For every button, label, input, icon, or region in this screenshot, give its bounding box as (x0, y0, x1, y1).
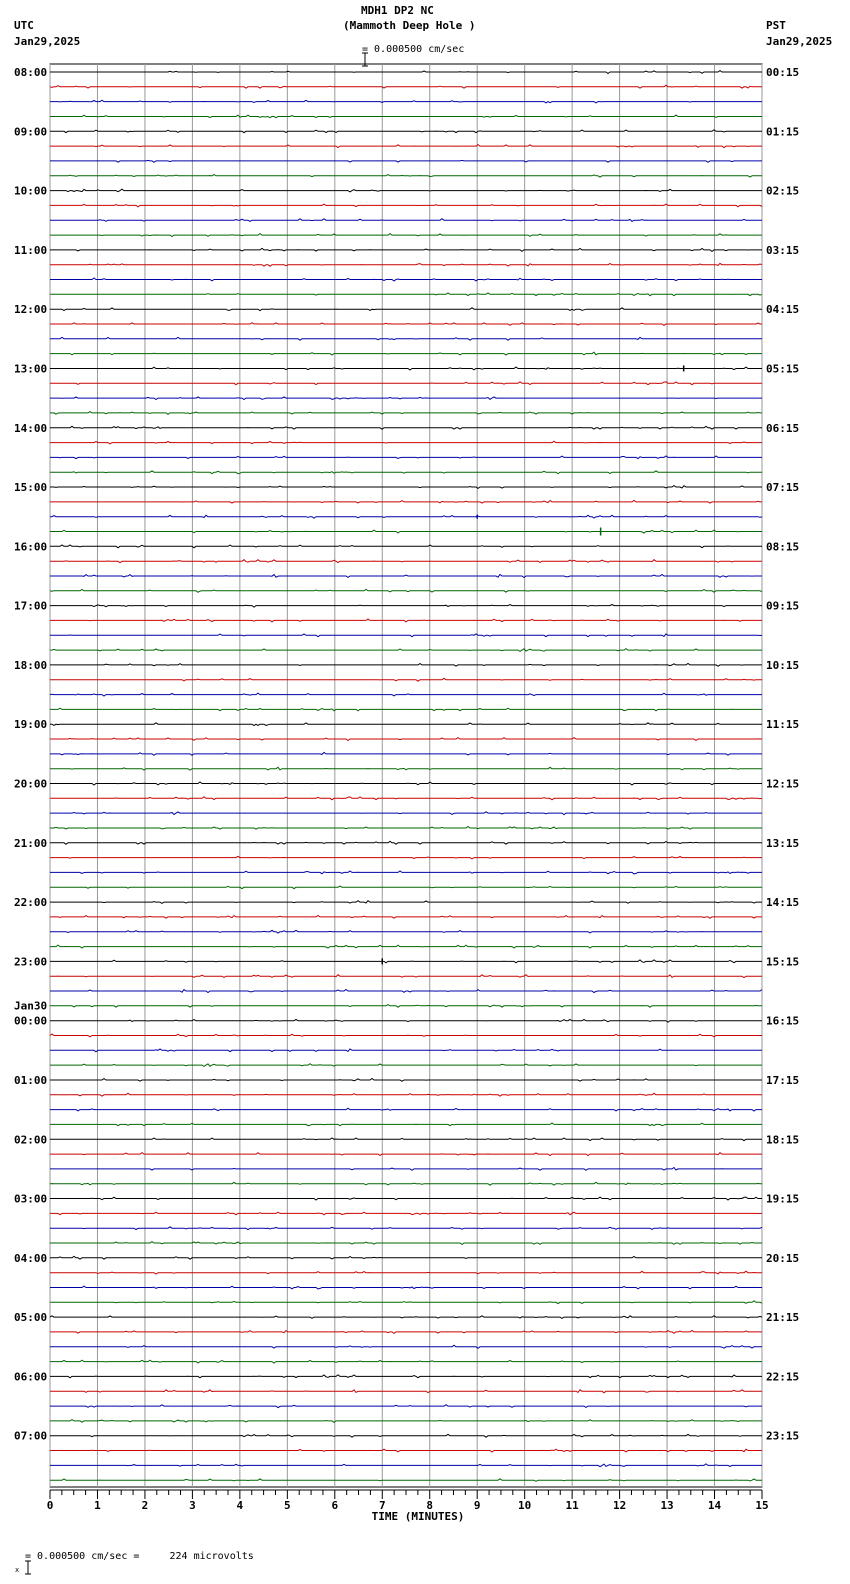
trace-1 (50, 85, 762, 88)
trace-80 (50, 1256, 762, 1259)
trace-39 (50, 649, 762, 652)
trace-37 (50, 619, 762, 622)
trace-78 (50, 1227, 762, 1230)
trace-74 (50, 1168, 762, 1171)
utc-hour-label: 00:00 (14, 1014, 48, 1028)
scale-label: = 0.000500 cm/sec (362, 44, 465, 55)
trace-33 (50, 560, 762, 563)
trace-13 (50, 263, 762, 266)
trace-73 (50, 1153, 762, 1156)
trace-45 (50, 738, 762, 741)
x-tick-label: 6 (331, 1499, 339, 1512)
utc-hour-label: 15:00 (14, 481, 48, 495)
utc-hour-label: 06:00 (14, 1370, 48, 1384)
trace-25 (50, 441, 762, 444)
trace-81 (50, 1271, 762, 1274)
utc-hour-label: 04:00 (14, 1251, 48, 1265)
utc-hour-label: 03:00 (14, 1192, 48, 1206)
trace-71 (50, 1123, 762, 1126)
trace-90 (50, 1405, 762, 1408)
trace-76 (50, 1197, 762, 1200)
trace-49 (50, 797, 762, 800)
pst-hour-label: 08:15 (766, 540, 800, 554)
utc-hour-label: 07:00 (14, 1429, 48, 1443)
trace-15 (50, 293, 762, 296)
x-tick-label: 1 (94, 1499, 101, 1512)
date-change-label: Jan30 (14, 999, 48, 1013)
trace-12 (50, 248, 762, 251)
x-axis-label: TIME (MINUTES) (371, 1510, 465, 1523)
trace-61 (50, 975, 762, 978)
pst-hour-label: 13:15 (766, 836, 800, 850)
trace-87 (50, 1360, 762, 1363)
trace-40 (50, 664, 762, 667)
pst-hour-label: 05:15 (766, 362, 800, 376)
left-timezone: UTC (14, 19, 34, 32)
trace-63 (50, 1005, 762, 1008)
trace-30 (50, 515, 762, 518)
trace-52 (50, 841, 762, 844)
pst-hour-label: 12:15 (766, 777, 800, 791)
trace-11 (50, 234, 762, 237)
utc-hour-label: 20:00 (14, 777, 48, 791)
trace-82 (50, 1286, 762, 1289)
utc-hour-label: 13:00 (14, 362, 48, 376)
trace-32 (50, 545, 762, 548)
x-tick-label: 13 (660, 1499, 674, 1512)
trace-85 (50, 1331, 762, 1334)
x-tick-label: 5 (284, 1499, 291, 1512)
trace-46 (50, 752, 762, 755)
trace-55 (50, 886, 762, 889)
pst-hour-label: 02:15 (766, 184, 800, 198)
utc-hour-label: 23:00 (14, 955, 48, 969)
trace-56 (50, 901, 762, 904)
pst-hour-label: 22:15 (766, 1370, 800, 1384)
trace-95 (50, 1479, 762, 1482)
trace-29 (50, 500, 762, 503)
trace-50 (50, 812, 762, 815)
trace-8 (50, 189, 762, 192)
trace-17 (50, 323, 762, 326)
x-tick-label: 9 (473, 1499, 481, 1512)
trace-23 (50, 412, 762, 415)
trace-36 (50, 605, 762, 608)
pst-hour-label: 10:15 (766, 658, 800, 672)
x-tick-label: 14 (707, 1499, 722, 1512)
trace-62 (50, 990, 762, 993)
utc-hour-label: 08:00 (14, 66, 48, 79)
trace-79 (50, 1242, 762, 1245)
trace-66 (50, 1049, 762, 1052)
trace-72 (50, 1138, 762, 1141)
trace-68 (50, 1079, 762, 1082)
trace-88 (50, 1375, 762, 1378)
trace-19 (50, 352, 762, 355)
x-tick-label: 15 (755, 1499, 769, 1512)
x-tick-label: 12 (612, 1499, 627, 1512)
pst-hour-label: 09:15 (766, 599, 800, 613)
trace-9 (50, 204, 762, 207)
trace-83 (50, 1301, 762, 1304)
x-tick-label: 7 (378, 1499, 386, 1512)
pst-hour-label: 11:15 (766, 718, 800, 732)
trace-38 (50, 634, 762, 637)
trace-34 (50, 575, 762, 578)
trace-24 (50, 426, 762, 429)
trace-14 (50, 278, 762, 281)
utc-hour-label: 11:00 (14, 243, 48, 257)
trace-5 (50, 145, 762, 148)
trace-47 (50, 767, 762, 770)
x-tick-label: 2 (141, 1499, 149, 1512)
pst-hour-label: 17:15 (766, 1073, 800, 1087)
trace-2 (50, 100, 762, 103)
trace-84 (50, 1316, 762, 1319)
trace-0 (50, 71, 762, 74)
utc-hour-label: 12:00 (14, 303, 48, 317)
x-tick-label: 11 (565, 1499, 579, 1512)
pst-hour-label: 01:15 (766, 125, 800, 139)
pst-hour-label: 23:15 (766, 1429, 800, 1443)
trace-77 (50, 1212, 762, 1215)
trace-70 (50, 1108, 762, 1111)
trace-35 (50, 589, 762, 592)
utc-hour-label: 09:00 (14, 125, 48, 139)
trace-54 (50, 871, 762, 874)
pst-hour-label: 18:15 (766, 1133, 800, 1147)
trace-51 (50, 827, 762, 830)
trace-94 (50, 1464, 762, 1467)
trace-92 (50, 1434, 762, 1437)
pst-hour-label: 16:15 (766, 1014, 800, 1028)
trace-43 (50, 708, 762, 711)
trace-86 (50, 1345, 762, 1348)
pst-hour-label: 20:15 (766, 1251, 800, 1265)
trace-69 (50, 1093, 762, 1096)
trace-16 (50, 308, 762, 311)
trace-44 (50, 723, 762, 726)
utc-hour-label: 17:00 (14, 599, 48, 613)
utc-hour-label: 05:00 (14, 1311, 48, 1325)
pst-hour-label: 03:15 (766, 243, 800, 257)
pst-hour-label: 07:15 (766, 481, 800, 495)
trace-18 (50, 337, 762, 340)
pst-hour-label: 15:15 (766, 955, 800, 969)
trace-6 (50, 160, 762, 162)
trace-3 (50, 115, 762, 118)
right-timezone: PST (766, 19, 786, 32)
trace-31 (50, 530, 762, 533)
trace-58 (50, 930, 762, 933)
trace-4 (50, 130, 762, 133)
pst-hour-label: 21:15 (766, 1311, 800, 1325)
trace-89 (50, 1390, 762, 1393)
footer-scale-label: = 0.000500 cm/sec = 224 microvolts (25, 1551, 254, 1562)
pst-hour-label: 00:15 (766, 66, 800, 79)
trace-22 (50, 397, 762, 400)
trace-41 (50, 678, 762, 681)
trace-59 (50, 945, 762, 948)
station-title: MDH1 DP2 NC (361, 4, 434, 17)
trace-42 (50, 693, 762, 696)
utc-hour-label: 16:00 (14, 540, 48, 554)
trace-27 (50, 471, 762, 474)
trace-67 (50, 1064, 762, 1067)
utc-hour-label: 14:00 (14, 421, 48, 435)
utc-hour-label: 10:00 (14, 184, 48, 198)
x-tick-label: 8 (426, 1499, 434, 1512)
x-tick-label: 3 (189, 1499, 196, 1512)
trace-21 (50, 382, 762, 385)
trace-53 (50, 856, 762, 859)
utc-hour-label: 21:00 (14, 836, 48, 850)
footer-scale-icon (2, 1547, 22, 1574)
trace-75 (50, 1182, 762, 1185)
pst-hour-label: 19:15 (766, 1192, 800, 1206)
trace-91 (50, 1420, 762, 1423)
x-tick-label: 4 (236, 1499, 244, 1512)
trace-28 (50, 486, 762, 489)
trace-48 (50, 782, 762, 785)
x-tick-label: 10 (518, 1499, 532, 1512)
trace-65 (50, 1034, 762, 1037)
trace-10 (50, 219, 762, 222)
x-tick-label: 0 (46, 1499, 54, 1512)
utc-hour-label: 01:00 (14, 1073, 48, 1087)
left-date: Jan29,2025 (14, 35, 81, 48)
pst-hour-label: 04:15 (766, 303, 800, 317)
utc-hour-label: 18:00 (14, 658, 48, 672)
utc-hour-label: 19:00 (14, 718, 48, 732)
trace-7 (50, 175, 762, 178)
pst-hour-label: 06:15 (766, 421, 800, 435)
utc-hour-label: 22:00 (14, 896, 48, 910)
trace-26 (50, 456, 762, 459)
utc-hour-label: 02:00 (14, 1133, 48, 1147)
svg-text:x: x (15, 1566, 20, 1574)
trace-60 (50, 960, 762, 963)
pst-hour-label: 14:15 (766, 896, 800, 910)
site-subtitle: (Mammoth Deep Hole ) (343, 19, 476, 32)
trace-57 (50, 916, 762, 919)
trace-93 (50, 1449, 762, 1452)
right-date: Jan29,2025 (766, 35, 833, 48)
trace-64 (50, 1020, 762, 1023)
trace-20 (50, 367, 762, 370)
